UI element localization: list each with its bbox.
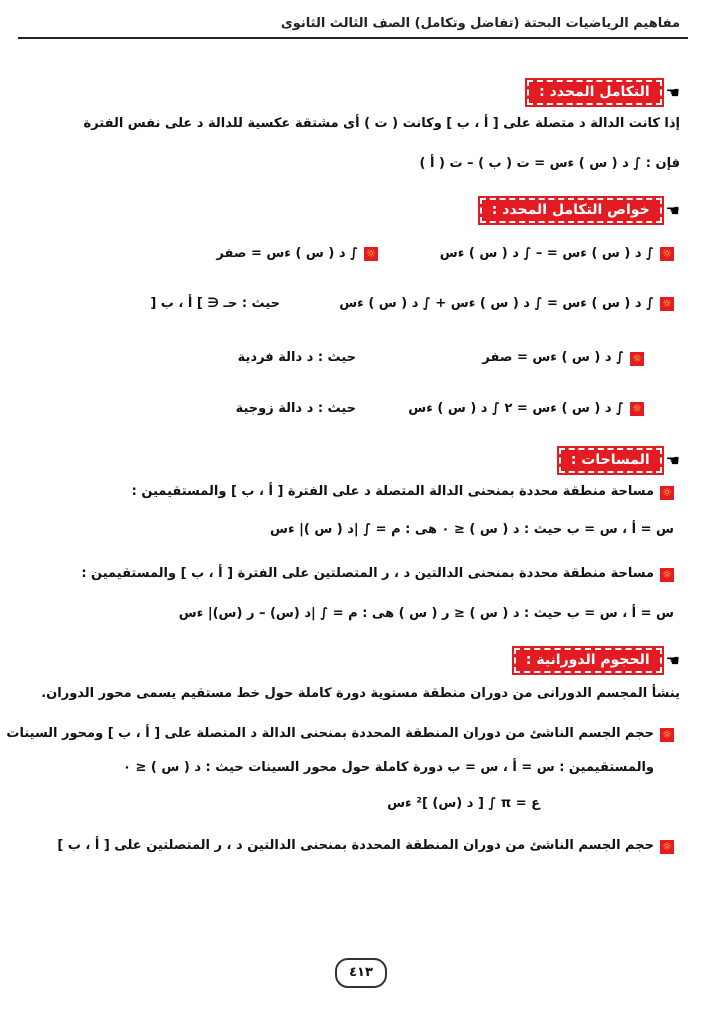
section-volumes xyxy=(514,648,680,672)
section-title: المساحات : xyxy=(559,448,662,473)
pointing-hand-icon: ☚ xyxy=(665,650,680,670)
page-header-title: مفاهيم الرياضيات البحتة (تفاضل وتكامل) الصف الثالث الثانوى xyxy=(280,16,680,31)
section-areas xyxy=(559,448,680,472)
property-odd-function: ∫ د ( س ) ءس = صفر xyxy=(482,350,624,365)
definition-text: إذا كانت الدالة د متصلة على [ أ ، ب ] وكانت ( ت ) أى مشتقة عكسية للدالة د على نفس الفترة xyxy=(83,116,680,131)
sun-bullet-icon: ☼ xyxy=(630,402,644,416)
sun-bullet-icon: ☼ xyxy=(660,486,674,500)
volume-intro-text: ينشأ المجسم الدورانى من دوران منطقة مستوية دورة كاملة حول خط مستقيم يسمى محور الدوران. xyxy=(41,686,680,701)
property-additivity-condition: حيث : حـ ∈ ] أ ، ب [ xyxy=(150,296,280,311)
header-divider xyxy=(18,37,688,39)
volume-formula: ع = π ∫ [ د (س) ]² ءس xyxy=(387,796,540,811)
volume-two-functions-text: حجم الجسم الناشئ من دوران المنطقة المحددة بمنحنى الدالتين د ، ر المتصلتين على [ أ ، ب ] xyxy=(57,838,654,853)
volume-single-function-conditions: والمستقيمين : س = أ ، س = ب دورة كاملة حول محور السينات حيث : د ( س ) ≤ ٠ xyxy=(123,760,654,775)
sun-bullet-icon: ☼ xyxy=(660,728,674,742)
sun-bullet-icon: ☼ xyxy=(660,297,674,311)
sun-bullet-icon: ☼ xyxy=(660,247,674,261)
section-definite-integral xyxy=(527,80,680,104)
sun-bullet-icon: ☼ xyxy=(364,247,378,261)
property-additivity: ∫ د ( س ) ءس = ∫ د ( س ) ءس + ∫ د ( س ) ءس xyxy=(339,296,654,311)
sun-bullet-icon: ☼ xyxy=(660,840,674,854)
section-properties xyxy=(480,198,680,222)
fundamental-theorem-formula: فإن : ∫ د ( س ) ءس = ت ( ب ) – ت ( أ ) xyxy=(419,156,680,171)
area-two-functions-formula: س = أ ، س = ب حيث : د ( س ) ≤ ر ( س ) هى : م = ∫ |د (س) – ر (س)| ءس xyxy=(178,606,674,621)
property-reverse-limits: ∫ د ( س ) ءس = – ∫ د ( س ) ءس xyxy=(439,246,654,261)
property-even-function: ∫ د ( س ) ءس = ٢ ∫ د ( س ) ءس xyxy=(408,401,624,416)
area-two-functions-text: مساحة منطقة محددة بمنحنى الدالتين د ، ر المتصلتين على الفترة [ أ ، ب ] والمستقيمين : xyxy=(81,566,654,581)
property-even-condition: حيث : د دالة زوجية xyxy=(235,401,356,416)
section-title: خواص التكامل المحدد : xyxy=(480,198,662,223)
area-single-function-formula: س = أ ، س = ب حيث : د ( س ) ≤ ٠ هى : م = ∫ |د ( س )| ءس xyxy=(270,522,674,537)
pointing-hand-icon: ☚ xyxy=(665,200,680,220)
section-title: الحجوم الدورانية : xyxy=(514,648,662,673)
pointing-hand-icon: ☚ xyxy=(665,82,680,102)
section-title: التكامل المحدد : xyxy=(527,80,661,105)
property-zero-width: ∫ د ( س ) ءس = صفر xyxy=(216,246,358,261)
pointing-hand-icon: ☚ xyxy=(665,450,680,470)
property-odd-condition: حيث : د دالة فردية xyxy=(237,350,356,365)
volume-single-function-text: حجم الجسم الناشئ من دوران المنطقة المحددة بمنحنى الدالة د المتصلة على [ أ ، ب ] ومحور السينات xyxy=(6,726,654,741)
sun-bullet-icon: ☼ xyxy=(660,568,674,582)
sun-bullet-icon: ☼ xyxy=(630,352,644,366)
area-single-function-text: مساحة منطقة محددة بمنحنى الدالة المتصلة د على الفترة [ أ ، ب ] والمستقيمين : xyxy=(131,484,654,499)
page-number: ٤١٣ xyxy=(335,958,387,988)
